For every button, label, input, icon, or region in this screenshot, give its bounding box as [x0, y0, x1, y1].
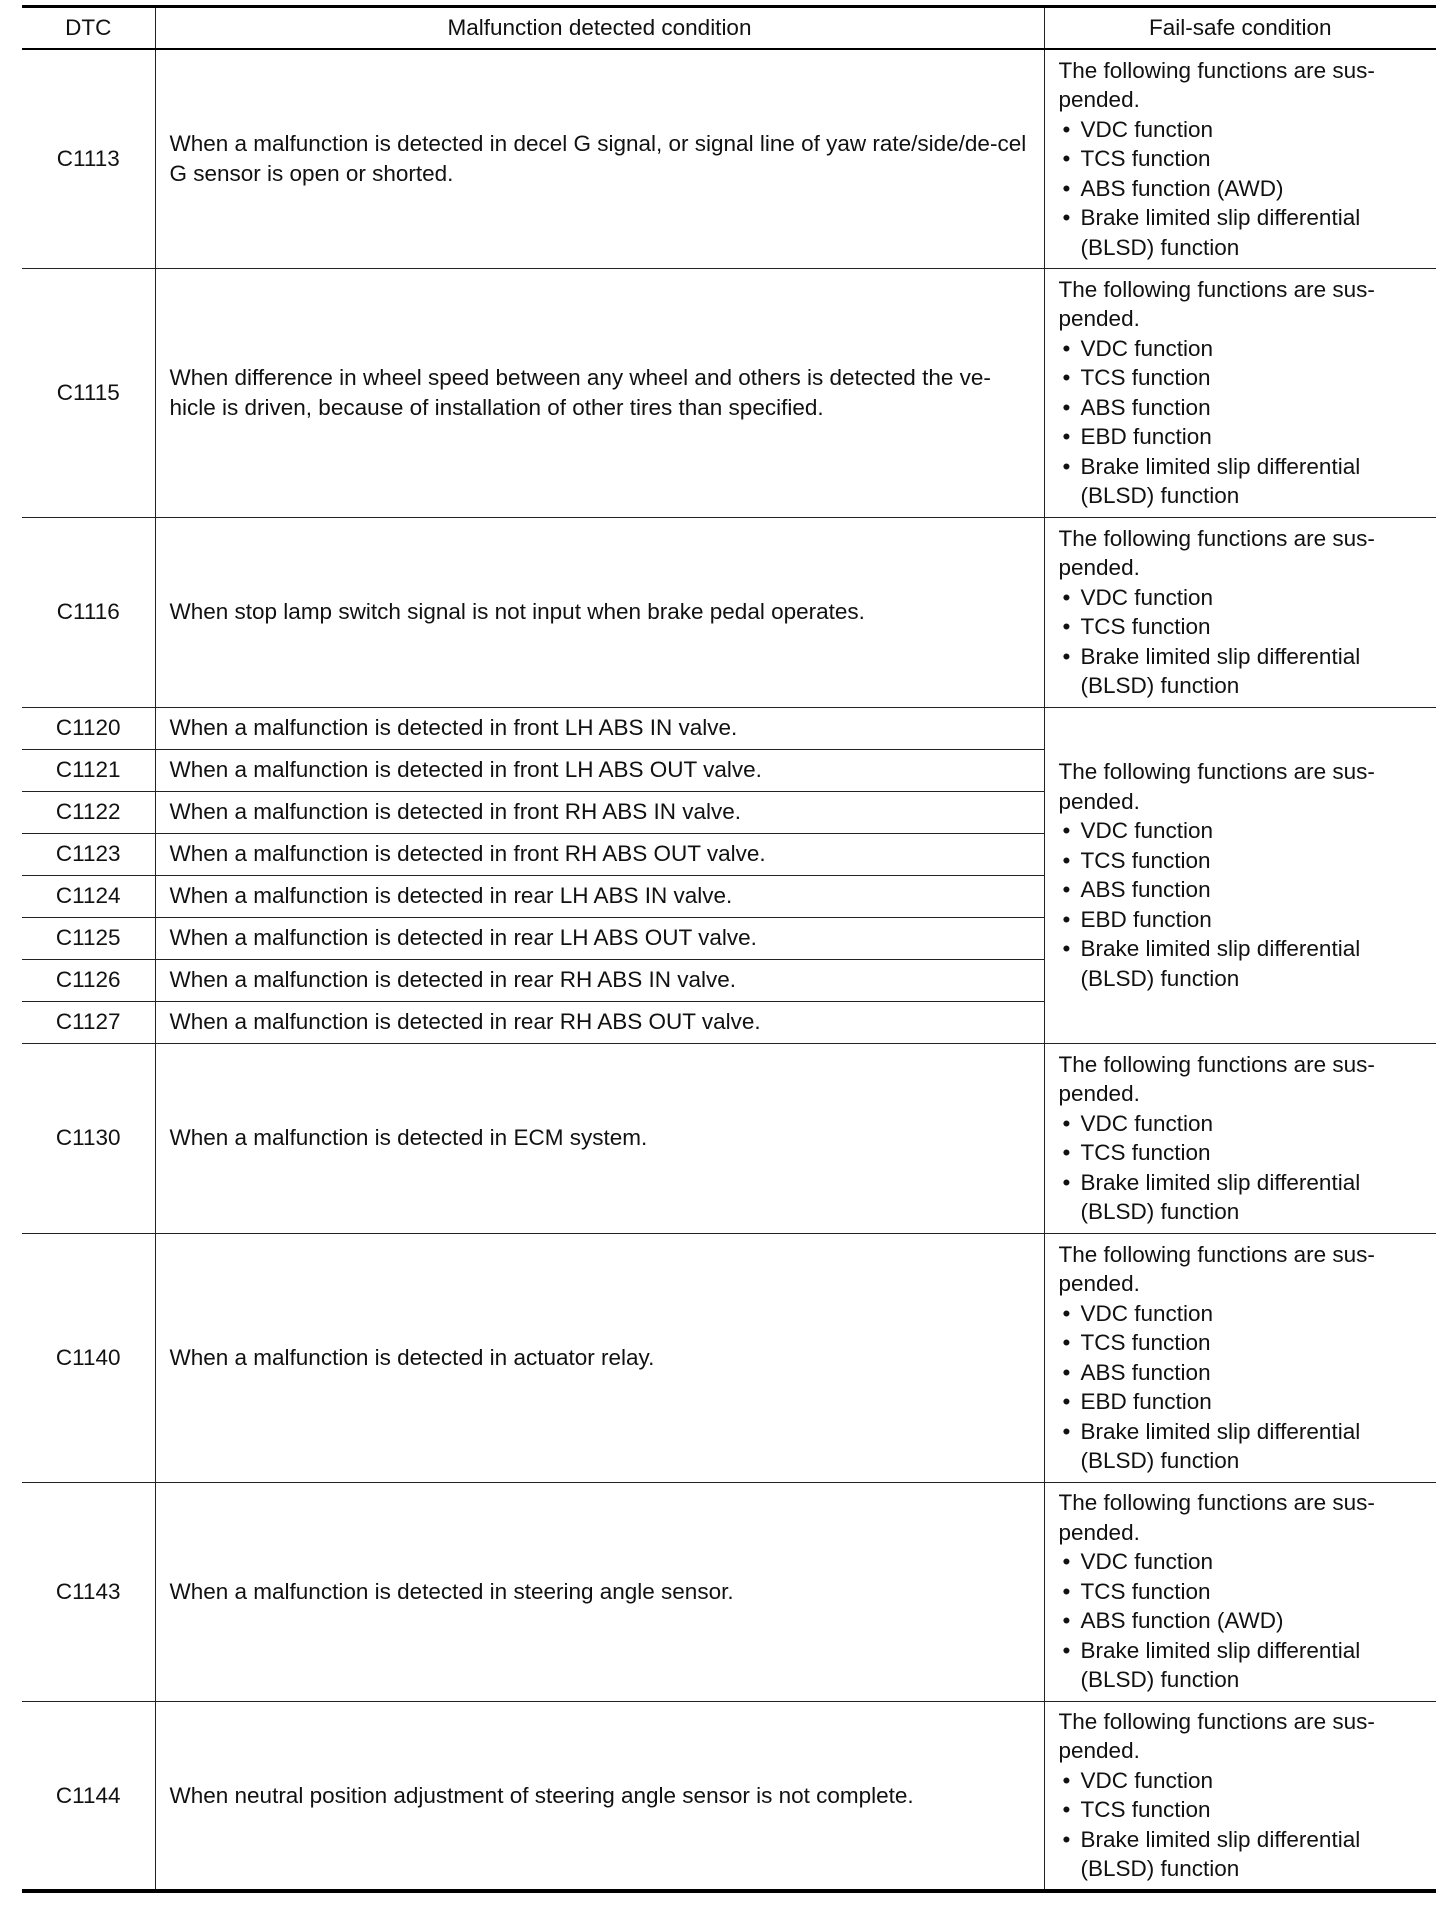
- failsafe-list: [1059, 115, 1423, 263]
- failsafe-item: • Brake limited slip differential (BLSD) function: [1059, 452, 1423, 511]
- failsafe-item: • ABS function (AWD): [1059, 1606, 1423, 1636]
- failsafe-list: [1059, 1547, 1423, 1695]
- failsafe-list: [1059, 334, 1423, 511]
- condition-text: When a malfunction is detected in front RH ABS IN valve.: [155, 791, 1044, 833]
- failsafe-item: • VDC function: [1059, 115, 1423, 145]
- header-dtc: DTC: [22, 7, 155, 50]
- failsafe-intro: The following functions are sus-pended.: [1058, 525, 1375, 580]
- table-row: [22, 707, 1436, 749]
- failsafe-item: • ABS function: [1059, 1358, 1423, 1388]
- condition-text: When neutral position adjustment of steering angle sensor is not complete.: [155, 1701, 1044, 1891]
- dtc-code: C1123: [22, 833, 155, 875]
- table-row: [22, 49, 1436, 268]
- failsafe-item: • TCS function: [1059, 1577, 1423, 1607]
- failsafe-cell: [1044, 517, 1436, 707]
- condition-text: When a malfunction is detected in decel G signal, or signal line of yaw rate/side/de-cel G sensor is open or shorted.: [155, 49, 1044, 268]
- failsafe-item: • VDC function: [1059, 1109, 1423, 1139]
- condition-text: When a malfunction is detected in front LH ABS OUT valve.: [155, 749, 1044, 791]
- table-row: [22, 1043, 1436, 1233]
- failsafe-item: • Brake limited slip differential (BLSD) function: [1059, 1417, 1423, 1476]
- failsafe-item: • Brake limited slip differential (BLSD) function: [1059, 1636, 1423, 1695]
- dtc-code: C1122: [22, 791, 155, 833]
- header-failsafe: Fail-safe condition: [1044, 7, 1436, 50]
- header-condition: Malfunction detected condition: [155, 7, 1044, 50]
- failsafe-item: • TCS function: [1059, 1328, 1423, 1358]
- failsafe-intro: The following functions are sus-pended.: [1058, 276, 1375, 331]
- dtc-code: C1127: [22, 1001, 155, 1043]
- table-row: [22, 1482, 1436, 1701]
- failsafe-item: • ABS function (AWD): [1059, 174, 1423, 204]
- failsafe-item: • Brake limited slip differential (BLSD) function: [1059, 642, 1423, 701]
- failsafe-list: [1059, 583, 1423, 701]
- condition-text: When a malfunction is detected in rear LH ABS IN valve.: [155, 875, 1044, 917]
- header-row: [22, 7, 1436, 50]
- failsafe-cell: [1044, 1043, 1436, 1233]
- failsafe-intro: The following functions are sus-pended.: [1058, 1490, 1375, 1545]
- failsafe-item: • VDC function: [1059, 334, 1423, 364]
- failsafe-item: • TCS function: [1059, 363, 1423, 393]
- failsafe-cell: [1044, 1482, 1436, 1701]
- dtc-code: C1116: [22, 517, 155, 707]
- failsafe-cell: [1044, 49, 1436, 268]
- dtc-code: C1124: [22, 875, 155, 917]
- failsafe-item: • TCS function: [1059, 1138, 1423, 1168]
- failsafe-item: • TCS function: [1059, 1795, 1423, 1825]
- failsafe-intro: The following functions are sus-pended.: [1058, 57, 1375, 112]
- failsafe-item: • ABS function: [1059, 875, 1423, 905]
- failsafe-intro: The following functions are sus-pended.: [1058, 759, 1375, 814]
- failsafe-item: • TCS function: [1059, 144, 1423, 174]
- condition-text: When a malfunction is detected in front RH ABS OUT valve.: [155, 833, 1044, 875]
- table-row: [22, 517, 1436, 707]
- failsafe-item: • VDC function: [1059, 1299, 1423, 1329]
- failsafe-item: • TCS function: [1059, 612, 1423, 642]
- condition-text: When a malfunction is detected in rear RH ABS OUT valve.: [155, 1001, 1044, 1043]
- failsafe-item: • VDC function: [1059, 1547, 1423, 1577]
- failsafe-list: [1059, 816, 1423, 993]
- condition-text: When a malfunction is detected in rear LH ABS OUT valve.: [155, 917, 1044, 959]
- condition-text: When a malfunction is detected in actuator relay.: [155, 1233, 1044, 1482]
- condition-text: When a malfunction is detected in rear RH ABS IN valve.: [155, 959, 1044, 1001]
- failsafe-item: • EBD function: [1059, 1387, 1423, 1417]
- failsafe-intro: The following functions are sus-pended.: [1058, 1241, 1375, 1296]
- dtc-code: C1115: [22, 268, 155, 517]
- dtc-code: C1130: [22, 1043, 155, 1233]
- failsafe-cell: [1044, 1233, 1436, 1482]
- failsafe-item: • ABS function: [1059, 393, 1423, 423]
- dtc-table: [22, 5, 1436, 1893]
- failsafe-item: • EBD function: [1059, 422, 1423, 452]
- failsafe-item: • Brake limited slip differential (BLSD) function: [1059, 1825, 1423, 1884]
- failsafe-item: • TCS function: [1059, 846, 1423, 876]
- failsafe-intro: The following functions are sus-pended.: [1058, 1708, 1375, 1764]
- failsafe-item: • Brake limited slip differential (BLSD) function: [1059, 934, 1423, 993]
- dtc-code: C1125: [22, 917, 155, 959]
- dtc-code: C1143: [22, 1482, 155, 1701]
- condition-text: When a malfunction is detected in front LH ABS IN valve.: [155, 707, 1044, 749]
- condition-text: When a malfunction is detected in ECM system.: [155, 1043, 1044, 1233]
- failsafe-item: • VDC function: [1059, 1766, 1423, 1796]
- failsafe-cell: [1044, 268, 1436, 517]
- failsafe-item: • Brake limited slip differential (BLSD) function: [1059, 203, 1423, 262]
- condition-text: When stop lamp switch signal is not input when brake pedal operates.: [155, 517, 1044, 707]
- failsafe-intro: The following functions are sus-pended.: [1058, 1051, 1375, 1106]
- table-row: [22, 268, 1436, 517]
- dtc-code: C1140: [22, 1233, 155, 1482]
- dtc-code: C1126: [22, 959, 155, 1001]
- failsafe-cell: [1044, 1701, 1436, 1891]
- failsafe-list: [1059, 1766, 1423, 1884]
- dtc-code: C1120: [22, 707, 155, 749]
- failsafe-item: • VDC function: [1059, 816, 1423, 846]
- dtc-code: C1113: [22, 49, 155, 268]
- dtc-code: C1144: [22, 1701, 155, 1891]
- condition-text: When a malfunction is detected in steering angle sensor.: [155, 1482, 1044, 1701]
- dtc-code: C1121: [22, 749, 155, 791]
- failsafe-item: • VDC function: [1059, 583, 1423, 613]
- condition-text: When difference in wheel speed between any wheel and others is detected the ve-hicle is driven, because of installation of other tires than specified.: [155, 268, 1044, 517]
- failsafe-item: • Brake limited slip differential (BLSD) function: [1059, 1168, 1423, 1227]
- failsafe-list: [1059, 1299, 1423, 1476]
- table-row: [22, 1233, 1436, 1482]
- failsafe-cell: [1044, 707, 1436, 1043]
- failsafe-item: • EBD function: [1059, 905, 1423, 935]
- failsafe-list: [1059, 1109, 1423, 1227]
- table-row: [22, 1701, 1436, 1891]
